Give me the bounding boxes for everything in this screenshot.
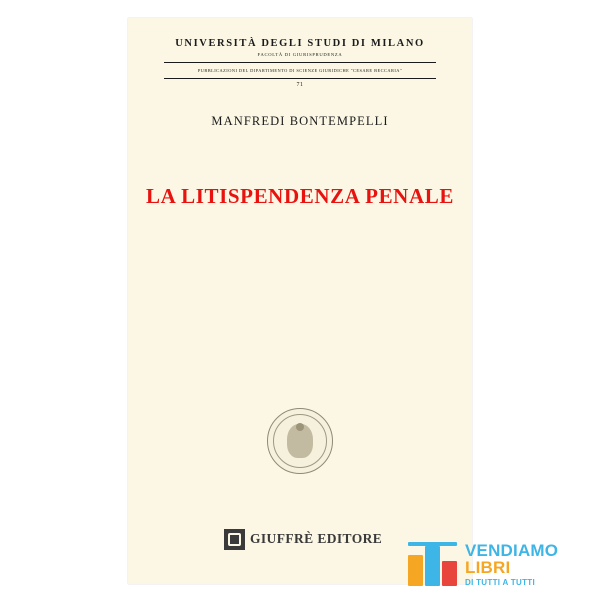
seal-figure-head bbox=[296, 423, 304, 431]
book-blue bbox=[425, 546, 440, 586]
header-rule-top bbox=[164, 62, 436, 63]
book-red bbox=[442, 561, 457, 586]
badge-text-block bbox=[465, 542, 558, 587]
faculty-name: FACOLTÀ DI GIURISPRUDENZA bbox=[257, 52, 343, 57]
publisher-logo bbox=[224, 526, 383, 552]
badge-line-1: VENDIAMO bbox=[465, 540, 559, 560]
badge-line-2: LIBRI bbox=[465, 557, 511, 577]
book-cover bbox=[128, 18, 472, 584]
book-orange bbox=[408, 555, 423, 586]
author-name: MANFREDI BONTEMPELLI bbox=[211, 114, 389, 128]
giuffre-logo-icon bbox=[224, 529, 245, 550]
watermark-badge bbox=[408, 536, 594, 592]
cover-header-block bbox=[154, 38, 446, 88]
series-number: 71 bbox=[296, 82, 304, 88]
publisher-name: GIUFFRÈ EDITORE bbox=[250, 531, 383, 546]
book-title: LA LITISPENDENZA PENALE bbox=[146, 184, 454, 208]
book-cover-content bbox=[128, 18, 472, 584]
series-name: PUBBLICAZIONI DEL DIPARTIMENTO DI SCIENZE GIURIDICHE "CESARE BECCARIA" bbox=[197, 68, 403, 73]
university-name: UNIVERSITÀ DEGLI STUDI DI MILANO bbox=[175, 38, 425, 49]
stacked-books-icon bbox=[408, 542, 458, 586]
badge-line-3: DI TUTTI A TUTTI bbox=[465, 577, 535, 587]
header-rule-bottom bbox=[164, 78, 436, 79]
university-seal-icon bbox=[267, 408, 333, 474]
